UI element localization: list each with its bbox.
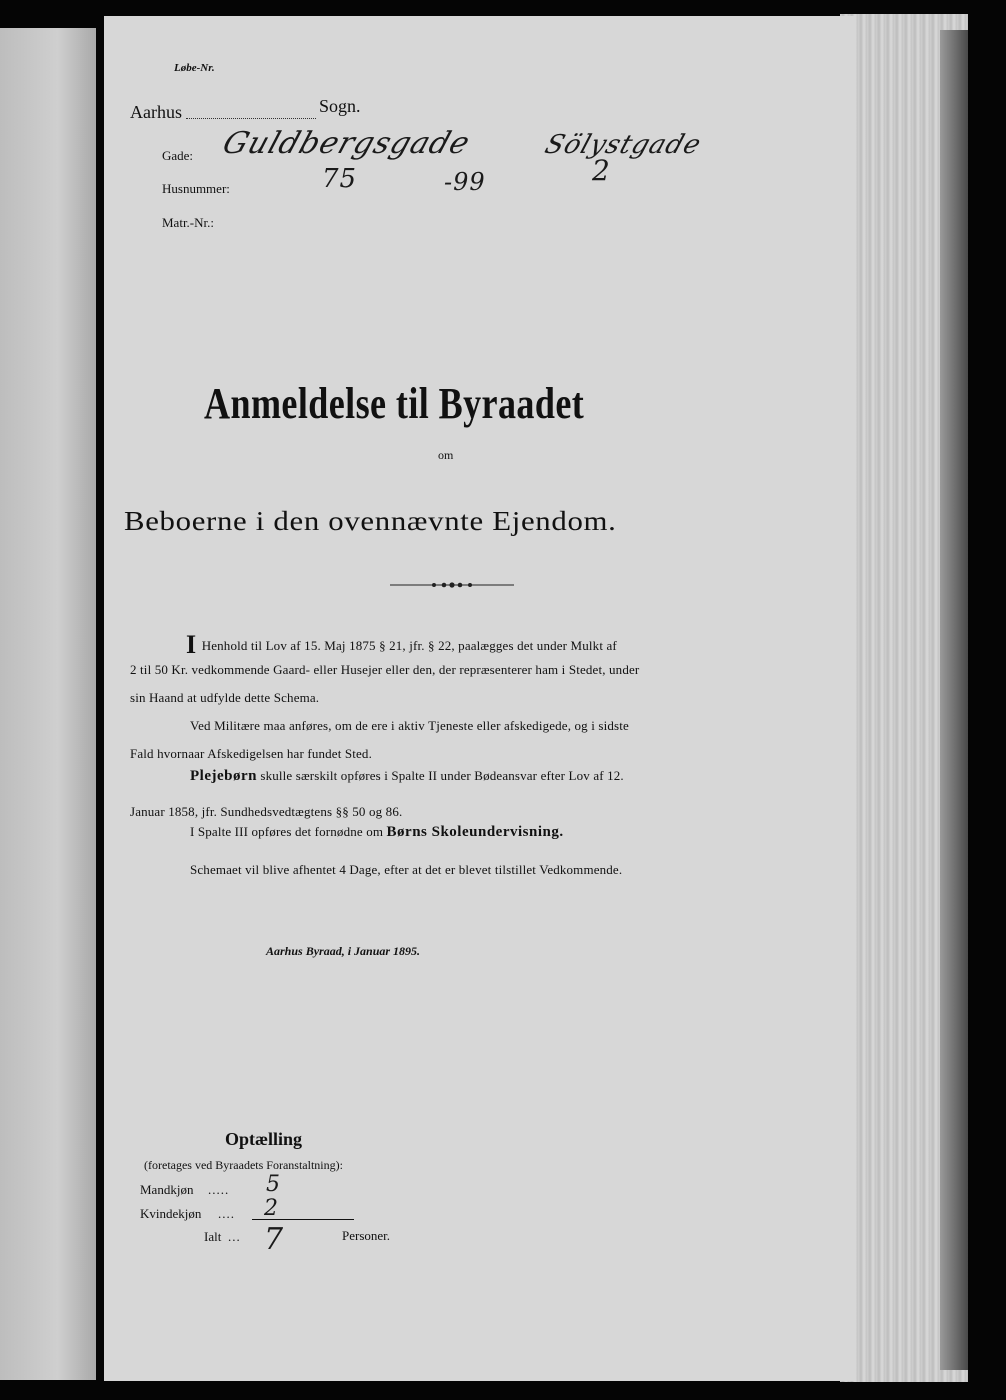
paragraph-4-line-1-text: I Spalte III opføres det fornødne om (190, 824, 384, 839)
handwritten-street-1: Guldbergsgade (218, 126, 475, 161)
left-page-edge (0, 28, 96, 1380)
paragraph-2-line-1: Ved Militære maa anføres, om de ere i aktiv Tjeneste eller afskedigede, og i sidste (190, 718, 629, 733)
kvindekjon-dots: .... (218, 1206, 235, 1221)
personer-label: Personer. (342, 1228, 391, 1243)
tally-sum-line (252, 1219, 354, 1220)
paragraph-1-line-1-text: Henhold til Lov af 15. Maj 1875 § 21, jfr. § 22, paalægges det under Mulkt af (201, 638, 617, 653)
document-title: Anmeldelse til Byraadet (204, 379, 585, 428)
gade-label: Gade: (162, 148, 194, 163)
plejeborn-heading: Plejebørn (190, 768, 257, 784)
kvindekjon-label: Kvindekjøn (140, 1206, 202, 1221)
ialt-label: Ialt (204, 1229, 222, 1244)
handwritten-house-number-2: -99 (444, 168, 486, 196)
title-connector: om (438, 448, 454, 462)
lobe-nr-label: Løbe-Nr. (174, 62, 215, 74)
document-subtitle: Beboerne i den ovennævnte Ejendom. (124, 506, 617, 536)
ornament-divider (390, 581, 514, 589)
aarhus-label: Aarhus (130, 102, 182, 122)
mandkjon-dots: ..... (208, 1182, 230, 1197)
skoleundervisning-heading: Børns Skoleundervisning. (386, 824, 564, 840)
ialt-dots: ... (228, 1229, 241, 1244)
paragraph-3-line-2: Januar 1858, jfr. Sundhedsvedtægtens §§ 50 og 86. (130, 804, 403, 819)
matr-nr-label: Matr.-Nr.: (162, 215, 214, 230)
paragraph-1-line-2: 2 til 50 Kr. vedkommende Gaard- eller Husejer eller den, der repræsenterer ham i Stedet, under (130, 662, 640, 677)
sogn-label: Sogn. (319, 96, 361, 116)
kvindekjon-value: 2 (264, 1196, 278, 1221)
drop-cap: I (186, 630, 197, 659)
paragraph-3-line-1 (190, 768, 624, 785)
paragraph-1-line-1 (186, 632, 617, 658)
optaelling-title: Optælling (225, 1129, 303, 1149)
mandkjon-label: Mandkjøn (140, 1182, 194, 1197)
aarhus-fill-line (186, 118, 316, 119)
paragraph-5-line-1: Schemaet vil blive afhentet 4 Dage, efter at det er blevet tilstillet Vedkommende. (190, 862, 623, 877)
handwritten-house-number-3: 2 (592, 154, 611, 187)
paragraph-2-line-2: Fald hvornaar Afskedigelsen har fundet Sted. (130, 746, 372, 761)
optaelling-subtitle: (foretages ved Byraadets Foranstaltning): (144, 1158, 343, 1172)
signature-line: Aarhus Byraad, i Januar 1895. (266, 944, 421, 958)
handwritten-street-2: Sölystgade (541, 130, 706, 160)
handwritten-house-number-1: 75 (322, 164, 358, 194)
husnummer-label: Husnummer: (162, 181, 230, 196)
document-page (104, 16, 856, 1381)
paragraph-1-line-3: sin Haand at udfylde dette Schema. (130, 690, 320, 705)
paragraph-3-line-1-text: skulle særskilt opføres i Spalte II under Bødeansvar efter Lov af 12. (260, 768, 624, 783)
ialt-value: 7 (264, 1222, 284, 1257)
mandkjon-value: 5 (266, 1172, 280, 1197)
page-stack-shadow (940, 30, 968, 1370)
paragraph-4-line-1 (190, 824, 564, 841)
